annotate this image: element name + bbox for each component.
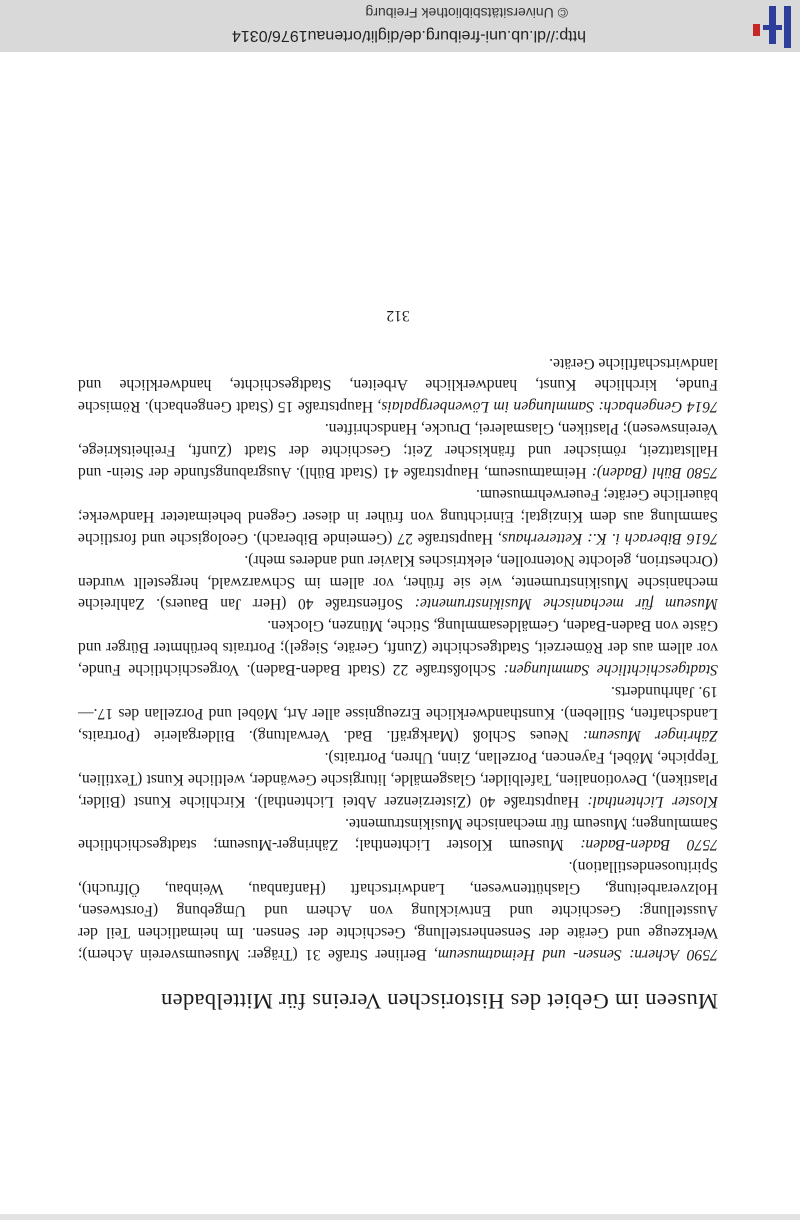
entry-heading: Gengenbach: Sammlungen im Löwenbergpalais, xyxy=(377,398,683,416)
museum-entry xyxy=(78,812,718,856)
entry-text: Hauptstraße 40 (Zisterzienzer Abtei Lichtenthal). Kirchliche Kunst (Bilder, Plastiken), Devotionalien, Tafelbilder, Glasgemälde, liturgische Gewänder, weltliche Kunst (Textilien, Teppiche, Möbel, Fayencen, Porzellan, Zinn, Uhren, Portraits). xyxy=(78,748,718,810)
page-number: 312 xyxy=(386,306,410,324)
entry-heading: Stadtgeschichtliche Sammlungen: xyxy=(503,661,718,679)
postal-code: 7580 xyxy=(686,464,718,482)
entry-heading: Biberach i. K.: Kettererhaus, xyxy=(497,529,682,547)
museum-entry xyxy=(78,352,718,418)
museum-entry xyxy=(78,855,718,965)
museum-entry xyxy=(78,483,718,549)
museum-entry xyxy=(78,746,718,812)
library-logo-icon xyxy=(750,4,794,50)
entry-heading: Kloster Lichtenthal: xyxy=(587,792,718,810)
entry-heading: Zähringer Museum: xyxy=(582,726,718,744)
entry-heading: Baden-Baden: xyxy=(580,836,671,854)
footer-bar xyxy=(0,0,800,52)
page-edge xyxy=(0,1214,800,1220)
museum-entries xyxy=(78,352,718,965)
postal-code: 7616 xyxy=(686,529,718,547)
entry-text: Hauptstraße 27 (Gemeinde Biberach). Geologische und forstliche Sammlung aus dem Kinzigtal; Einrichtung von früher in dieser Gegend beheimateter Handwerke; bäuerliche Geräte; Feuerwehrmuseum. xyxy=(77,485,718,547)
entry-text: Hauptstraße 15 (Stadt Gengenbach). Römische Funde, kirchliche Kunst, handwerkliche Arbeiten, Stadtgeschichte, handwerkliche und landwirtschaftliche Geräte. xyxy=(78,354,718,416)
entry-text: Sofienstraße 40 (Herr Jan Bauers). Zahlreiche mechanische Musikinstrumente, wie sie früher, vor allem im Schwarzwald, hergestellt wurden (Orchestrion, gelochte Notenrollen, elektrisches Klavier und anderes mehr). xyxy=(78,551,718,613)
entry-text: Heimatmuseum, Hauptstraße 41 (Stadt Bühl). Ausgrabungsfunde der Stein- und Hallstattzeit, römischer und fränkischer Zeit; Geschichte der Stadt (Zunft, Freiheitskriege, Vereinswesen); Plastiken, Glasmalerei, Drucke, Handschriften. xyxy=(78,420,718,482)
source-url[interactable]: http://dl.ub.uni-freiburg.de/diglit/ortenau1976/0314 xyxy=(231,27,586,44)
entry-heading: Museum für mechanische Musikinstrumente: xyxy=(414,595,718,613)
document-body xyxy=(78,304,718,1015)
entry-text: Neues Schloß (Markgräfl. Bad. Verwaltung). Bildergalerie (Portraits, Landschaften, Stilleben). Kunsthandwerkliche Erzeugnisse aller Art, Möbel und Porzellan des 17.—19. Jahrhunderts. xyxy=(78,683,718,744)
museum-entry xyxy=(78,417,718,483)
copyright-notice: © Universitätsbibliothek Freiburg xyxy=(365,5,568,21)
museum-entry xyxy=(78,680,718,746)
entry-text: Berliner Straße 31 (Träger: Museumsverein Achern); Werkzeuge und Geräte der Sensenherstellung, Geschichte der Sensen. Im heimatlichen Teil der Ausstellung: Geschichte und Entwicklung von Achern und Umgebung (Forstwesen, Holzverarbeitung, Glashüttenwesen, Landwirtschaft (Hanfanbau, Weinbau, Ölfrucht), Spirituosendestillation). xyxy=(77,858,718,963)
museum-entry xyxy=(78,615,718,681)
postal-code: 7614 xyxy=(686,398,718,416)
entry-heading: Achern: Sensen- und Heimatmuseum, xyxy=(433,946,680,963)
museum-entry xyxy=(78,549,718,615)
postal-code: 7590 xyxy=(686,946,718,963)
page-title: Museen im Gebiet des Historischen Vereins für Mittelbaden xyxy=(160,989,718,1014)
postal-code: 7570 xyxy=(686,836,718,854)
entry-text: Schloßstraße 22 (Stadt Baden-Baden). Vorgeschichtliche Funde, vor allem aus der Römerzeit, Stadtgeschichte (Zunft, Geräte, Siegel); Portraits berühmter Bürger und Gäste von Baden-Baden, Gemäldesammlung, Stiche, Münzen, Glocken. xyxy=(78,617,718,679)
entry-text: Museum Kloster Lichtenthal; Zähringer-Museum; stadtgeschichtliche Sammlungen; Museum für mechanische Musikinstrumente. xyxy=(78,814,718,854)
entry-heading: Bühl (Baden): xyxy=(591,464,682,482)
